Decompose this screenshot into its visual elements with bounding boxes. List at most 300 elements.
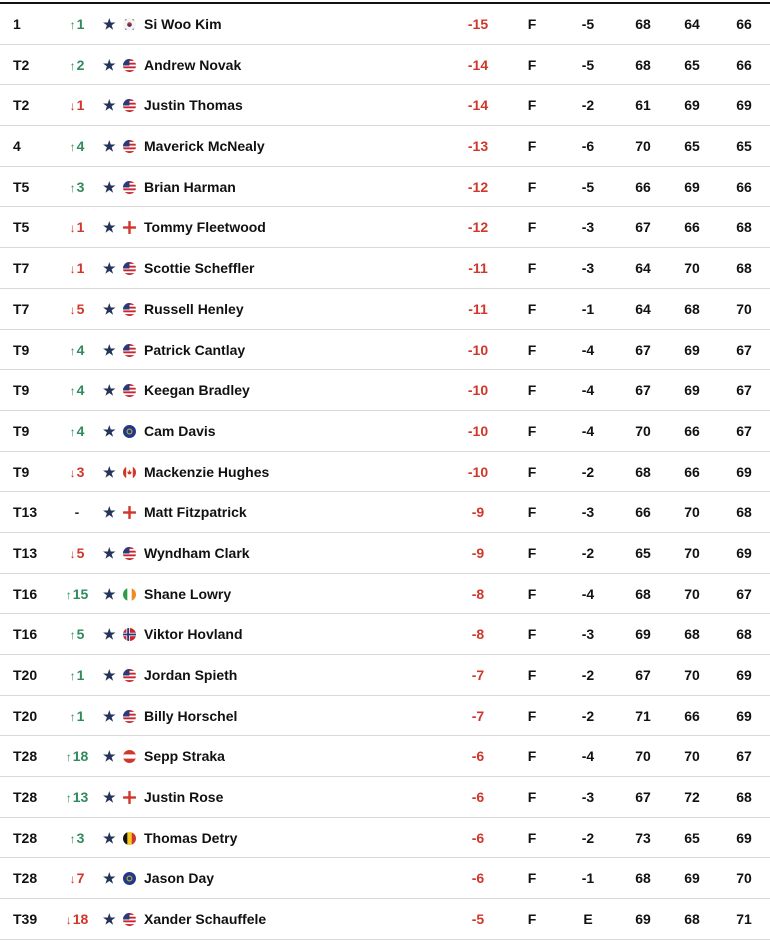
round-1-score: 73 [635, 829, 651, 846]
player-name[interactable]: Billy Horschel [144, 707, 238, 724]
position: T13 [13, 504, 38, 521]
leaderboard-row[interactable] [0, 736, 770, 777]
today-score: -3 [581, 789, 595, 806]
round-2-score: 65 [684, 138, 700, 155]
position: T39 [13, 911, 38, 928]
movement-value: 1 [76, 260, 85, 277]
total-score: -11 [468, 260, 488, 277]
movement-value: 18 [72, 911, 89, 928]
movement-value: 18 [72, 748, 89, 765]
arrow-up-icon: ↑ [69, 669, 76, 683]
position: T9 [13, 463, 30, 480]
round-3-score: 69 [736, 667, 752, 683]
player-name[interactable]: Cam Davis [144, 422, 216, 439]
star-icon[interactable]: ★ [103, 748, 116, 765]
eng-flag-icon [123, 221, 136, 234]
star-icon[interactable]: ★ [103, 667, 116, 683]
today-score: -4 [581, 382, 595, 399]
today-score: -3 [581, 626, 595, 643]
movement [62, 858, 92, 899]
leaderboard-row[interactable] [0, 533, 770, 574]
movement [62, 533, 92, 574]
today-score: -2 [581, 544, 595, 561]
leaderboard-row[interactable] [0, 85, 770, 126]
usa-flag-icon [123, 181, 136, 194]
total-score: -12 [467, 178, 489, 195]
movement-value: 1 [76, 16, 85, 32]
player-name[interactable]: Si Woo Kim [144, 16, 222, 32]
movement [62, 207, 92, 248]
round-1-score: 68 [635, 585, 651, 602]
round-1-score: 69 [635, 626, 651, 643]
round-2-score: 69 [684, 178, 700, 195]
player-name[interactable]: Wyndham Clark [144, 544, 250, 561]
round-1-score: 69 [635, 911, 651, 928]
today-score: -5 [581, 16, 595, 32]
usa-flag-icon [123, 384, 136, 397]
round-3-score: 69 [736, 829, 752, 846]
position: T13 [13, 544, 38, 561]
leaderboard-row[interactable] [0, 614, 770, 655]
movement-value: 15 [72, 585, 89, 602]
total-score: -6 [471, 829, 485, 846]
star-icon[interactable]: ★ [103, 382, 116, 399]
bel-flag-icon [123, 832, 136, 845]
total-score: -13 [467, 138, 489, 155]
movement-value: 4 [76, 138, 85, 155]
total-score: -12 [467, 219, 489, 236]
star-icon[interactable]: ★ [103, 829, 116, 846]
today-score: -4 [581, 748, 595, 765]
round-1-score: 71 [635, 707, 651, 724]
movement [62, 452, 92, 493]
player-name[interactable]: Tommy Fleetwood [144, 219, 266, 236]
position: T20 [13, 707, 38, 724]
position: T20 [13, 667, 38, 683]
thru: F [527, 300, 537, 317]
round-2-score: 68 [684, 911, 700, 928]
thru: F [527, 178, 537, 195]
player-name[interactable]: Keegan Bradley [144, 382, 250, 399]
round-3-score: 69 [736, 707, 752, 724]
movement [62, 45, 92, 86]
movement [62, 330, 92, 371]
movement [62, 289, 92, 330]
movement-value: 5 [76, 626, 85, 643]
round-1-score: 68 [635, 870, 651, 887]
round-2-score: 66 [684, 707, 700, 724]
round-1-score: 61 [635, 97, 651, 114]
star-icon[interactable]: ★ [103, 260, 116, 277]
today-score: -3 [581, 504, 595, 521]
movement [62, 818, 92, 859]
leaderboard-row[interactable] [0, 777, 770, 818]
leaderboard-row[interactable] [0, 492, 770, 533]
round-1-score: 68 [635, 16, 651, 32]
round-3-score: 67 [736, 748, 752, 765]
player-name[interactable]: Justin Rose [144, 789, 224, 806]
leaderboard-row[interactable] [0, 370, 770, 411]
round-1-score: 67 [635, 341, 651, 358]
leaderboard-row[interactable] [0, 330, 770, 371]
leaderboard-row[interactable] [0, 4, 770, 45]
movement [62, 126, 92, 167]
player-name[interactable]: Sepp Straka [144, 748, 225, 765]
position: T7 [13, 260, 30, 277]
star-icon[interactable]: ★ [103, 870, 116, 887]
movement-value: - [74, 504, 80, 521]
total-score: -14 [467, 56, 489, 73]
round-2-score: 69 [684, 97, 700, 114]
round-3-score: 69 [736, 97, 752, 114]
round-3-score: 68 [736, 789, 752, 806]
player-name[interactable]: Thomas Detry [144, 829, 238, 846]
total-score: -6 [471, 789, 485, 806]
player-name[interactable]: Andrew Novak [144, 56, 242, 73]
player-name[interactable]: Jordan Spieth [144, 667, 238, 683]
arrow-down-icon: ↓ [65, 913, 72, 928]
thru: F [527, 56, 537, 73]
total-score: -8 [471, 626, 485, 643]
movement-value: 7 [76, 870, 85, 887]
thru: F [527, 219, 537, 236]
star-icon[interactable]: ★ [103, 219, 116, 236]
total-score: -15 [467, 16, 489, 32]
movement [62, 167, 92, 208]
round-2-score: 70 [684, 585, 700, 602]
round-1-score: 67 [635, 219, 651, 236]
aus-flag-icon [123, 425, 136, 438]
arrow-up-icon: ↑ [69, 424, 76, 439]
star-icon[interactable]: ★ [103, 911, 116, 928]
position: T7 [13, 300, 30, 317]
can-flag-icon [123, 466, 136, 479]
movement-value: 4 [76, 382, 85, 399]
star-icon[interactable]: ★ [103, 16, 116, 32]
arrow-up-icon: ↑ [69, 58, 76, 73]
usa-flag-icon [123, 99, 136, 112]
total-score: -7 [471, 707, 485, 724]
eng-flag-icon [123, 506, 136, 519]
irl-flag-icon [123, 588, 136, 601]
leaderboard-row[interactable] [0, 452, 770, 493]
arrow-down-icon: ↓ [69, 872, 76, 887]
round-2-score: 70 [684, 504, 700, 521]
today-score: -2 [581, 667, 595, 683]
round-3-score: 67 [736, 585, 752, 602]
round-1-score: 65 [635, 544, 651, 561]
player-name[interactable]: Justin Thomas [144, 97, 243, 114]
round-1-score: 64 [635, 300, 651, 317]
arrow-down-icon: ↓ [69, 546, 76, 561]
usa-flag-icon [123, 262, 136, 275]
round-2-score: 69 [684, 870, 700, 887]
round-2-score: 69 [684, 382, 700, 399]
position: T5 [13, 219, 30, 236]
total-score: -10 [467, 463, 489, 480]
thru: F [527, 504, 537, 521]
round-3-score: 68 [736, 260, 752, 277]
player-name[interactable]: Shane Lowry [144, 585, 232, 602]
thru: F [527, 748, 537, 765]
leaderboard-row[interactable] [0, 655, 770, 696]
star-icon[interactable]: ★ [103, 341, 116, 358]
star-icon[interactable]: ★ [103, 504, 116, 521]
round-2-score: 70 [684, 544, 700, 561]
round-1-score: 67 [635, 667, 651, 683]
total-score: -14 [467, 97, 489, 114]
leaderboard [0, 4, 770, 940]
player-name[interactable]: Scottie Scheffler [144, 260, 255, 277]
movement [62, 248, 92, 289]
total-score: -11 [468, 300, 488, 317]
player-name[interactable]: Maverick McNealy [144, 138, 265, 155]
usa-flag-icon [123, 59, 136, 72]
kor-flag-icon [123, 18, 136, 31]
usa-flag-icon [123, 669, 136, 682]
arrow-up-icon: ↑ [65, 750, 72, 765]
round-2-score: 70 [684, 748, 700, 765]
arrow-down-icon: ↓ [69, 221, 76, 236]
round-3-score: 65 [736, 138, 752, 155]
today-score: -4 [581, 422, 595, 439]
movement-value: 1 [76, 219, 85, 236]
movement-value: 2 [76, 56, 85, 73]
leaderboard-row[interactable] [0, 696, 770, 737]
leaderboard-row[interactable] [0, 207, 770, 248]
movement [62, 492, 92, 533]
star-icon[interactable]: ★ [103, 300, 116, 317]
usa-flag-icon [123, 547, 136, 560]
total-score: -9 [471, 504, 485, 521]
arrow-up-icon: ↑ [65, 791, 72, 806]
total-score: -6 [471, 748, 485, 765]
round-1-score: 67 [635, 382, 651, 399]
movement-value: 4 [76, 341, 85, 358]
round-3-score: 66 [736, 178, 752, 195]
star-icon[interactable]: ★ [103, 463, 116, 480]
total-score: -10 [467, 341, 489, 358]
arrow-up-icon: ↑ [69, 709, 76, 724]
star-icon[interactable]: ★ [103, 178, 116, 195]
thru: F [527, 16, 537, 32]
player-name[interactable]: Russell Henley [144, 300, 244, 317]
round-2-score: 66 [684, 463, 700, 480]
arrow-up-icon: ↑ [69, 384, 76, 399]
usa-flag-icon [123, 913, 136, 926]
thru: F [527, 422, 537, 439]
thru: F [527, 544, 537, 561]
leaderboard-row[interactable] [0, 45, 770, 86]
player-name[interactable]: Brian Harman [144, 178, 236, 195]
leaderboard-row[interactable] [0, 289, 770, 330]
leaderboard-row[interactable] [0, 858, 770, 899]
movement [62, 696, 92, 737]
arrow-up-icon: ↑ [69, 831, 76, 846]
movement-value: 1 [76, 97, 85, 114]
today-score: -4 [581, 585, 595, 602]
round-3-score: 68 [736, 504, 752, 521]
position: T9 [13, 341, 30, 358]
round-2-score: 68 [684, 300, 700, 317]
total-score: -7 [471, 667, 485, 683]
today-score: -2 [581, 97, 595, 114]
star-icon[interactable]: ★ [103, 422, 116, 439]
usa-flag-icon [123, 140, 136, 153]
star-icon[interactable]: ★ [103, 97, 116, 114]
arrow-up-icon: ↑ [65, 587, 72, 602]
movement [62, 655, 92, 696]
total-score: -8 [471, 585, 485, 602]
arrow-down-icon: ↓ [69, 262, 76, 277]
thru: F [527, 829, 537, 846]
position: T16 [13, 585, 38, 602]
thru: F [527, 911, 537, 928]
usa-flag-icon [123, 344, 136, 357]
aut-flag-icon [123, 750, 136, 763]
arrow-up-icon: ↑ [69, 140, 76, 155]
star-icon[interactable]: ★ [103, 585, 116, 602]
round-2-score: 72 [684, 789, 700, 806]
round-2-score: 66 [684, 219, 700, 236]
movement [62, 85, 92, 126]
player-name[interactable]: Jason Day [144, 870, 215, 887]
today-score: -6 [581, 138, 595, 155]
round-1-score: 70 [635, 422, 651, 439]
thru: F [527, 97, 537, 114]
usa-flag-icon [123, 710, 136, 723]
position: T28 [13, 748, 38, 765]
round-3-score: 70 [736, 300, 752, 317]
arrow-up-icon: ↑ [69, 343, 76, 358]
round-3-score: 66 [736, 16, 752, 32]
movement-value: 3 [76, 829, 85, 846]
today-score: -1 [581, 870, 595, 887]
player-name[interactable]: Patrick Cantlay [144, 341, 246, 358]
position: T5 [13, 178, 30, 195]
star-icon[interactable]: ★ [103, 138, 116, 155]
today-score: -2 [581, 707, 595, 724]
today-score: -5 [581, 178, 595, 195]
movement [62, 614, 92, 655]
movement [62, 370, 92, 411]
round-3-score: 68 [736, 219, 752, 236]
player-name[interactable]: Mackenzie Hughes [144, 463, 270, 480]
total-score: -10 [467, 382, 489, 399]
leaderboard-row[interactable] [0, 411, 770, 452]
leaderboard-row[interactable] [0, 818, 770, 859]
star-icon[interactable]: ★ [103, 707, 116, 724]
leaderboard-row[interactable] [0, 126, 770, 167]
position: T28 [13, 789, 38, 806]
movement [62, 574, 92, 615]
round-3-score: 67 [736, 341, 752, 358]
player-name[interactable]: Viktor Hovland [144, 626, 243, 643]
round-2-score: 65 [684, 56, 700, 73]
nor-flag-icon [123, 628, 136, 641]
thru: F [527, 667, 537, 683]
position: T2 [13, 56, 30, 73]
leaderboard-row[interactable] [0, 248, 770, 289]
thru: F [527, 870, 537, 887]
arrow-up-icon: ↑ [69, 18, 76, 32]
position: T28 [13, 870, 38, 887]
movement-value: 5 [76, 300, 85, 317]
star-icon[interactable]: ★ [103, 789, 116, 806]
today-score: -3 [581, 260, 595, 277]
round-1-score: 68 [635, 463, 651, 480]
aus-flag-icon [123, 872, 136, 885]
round-2-score: 65 [684, 829, 700, 846]
thru: F [527, 138, 537, 155]
total-score: -10 [467, 422, 489, 439]
round-2-score: 70 [684, 667, 700, 683]
movement-value: 1 [76, 707, 85, 724]
star-icon[interactable]: ★ [103, 56, 116, 73]
leaderboard-row[interactable] [0, 167, 770, 208]
total-score: -6 [471, 870, 485, 887]
round-2-score: 70 [684, 260, 700, 277]
star-icon[interactable]: ★ [103, 544, 116, 561]
round-1-score: 68 [635, 56, 651, 73]
position: 4 [13, 138, 21, 155]
thru: F [527, 626, 537, 643]
movement [62, 411, 92, 452]
thru: F [527, 382, 537, 399]
round-1-score: 64 [635, 260, 651, 277]
round-3-score: 71 [736, 911, 752, 928]
today-score: -2 [581, 829, 595, 846]
round-3-score: 67 [736, 382, 752, 399]
movement-value: 4 [76, 422, 85, 439]
player-name[interactable]: Xander Schauffele [144, 911, 267, 928]
thru: F [527, 707, 537, 724]
arrow-up-icon: ↑ [69, 180, 76, 195]
round-1-score: 70 [635, 138, 651, 155]
movement-value: 5 [76, 544, 85, 561]
arrow-down-icon: ↓ [69, 465, 76, 480]
total-score: -5 [471, 911, 485, 928]
movement [62, 4, 92, 45]
round-1-score: 66 [635, 178, 651, 195]
arrow-down-icon: ↓ [69, 302, 76, 317]
today-score: E [583, 911, 593, 928]
player-name[interactable]: Matt Fitzpatrick [144, 504, 247, 521]
today-score: -3 [581, 219, 595, 236]
movement [62, 899, 92, 940]
position: T28 [13, 829, 38, 846]
movement-value: 1 [76, 667, 85, 683]
movement-value: 3 [76, 178, 85, 195]
total-score: -9 [471, 544, 485, 561]
leaderboard-row[interactable] [0, 899, 770, 940]
round-1-score: 67 [635, 789, 651, 806]
today-score: -2 [581, 463, 595, 480]
movement [62, 777, 92, 818]
position: T2 [13, 97, 30, 114]
star-icon[interactable]: ★ [103, 626, 116, 643]
position: 1 [13, 16, 21, 32]
round-3-score: 67 [736, 422, 752, 439]
leaderboard-row[interactable] [0, 574, 770, 615]
round-3-score: 68 [736, 626, 752, 643]
movement [62, 736, 92, 777]
round-3-score: 70 [736, 870, 752, 887]
today-score: -1 [581, 300, 595, 317]
today-score: -4 [581, 341, 595, 358]
thru: F [527, 260, 537, 277]
movement-value: 3 [76, 463, 85, 480]
